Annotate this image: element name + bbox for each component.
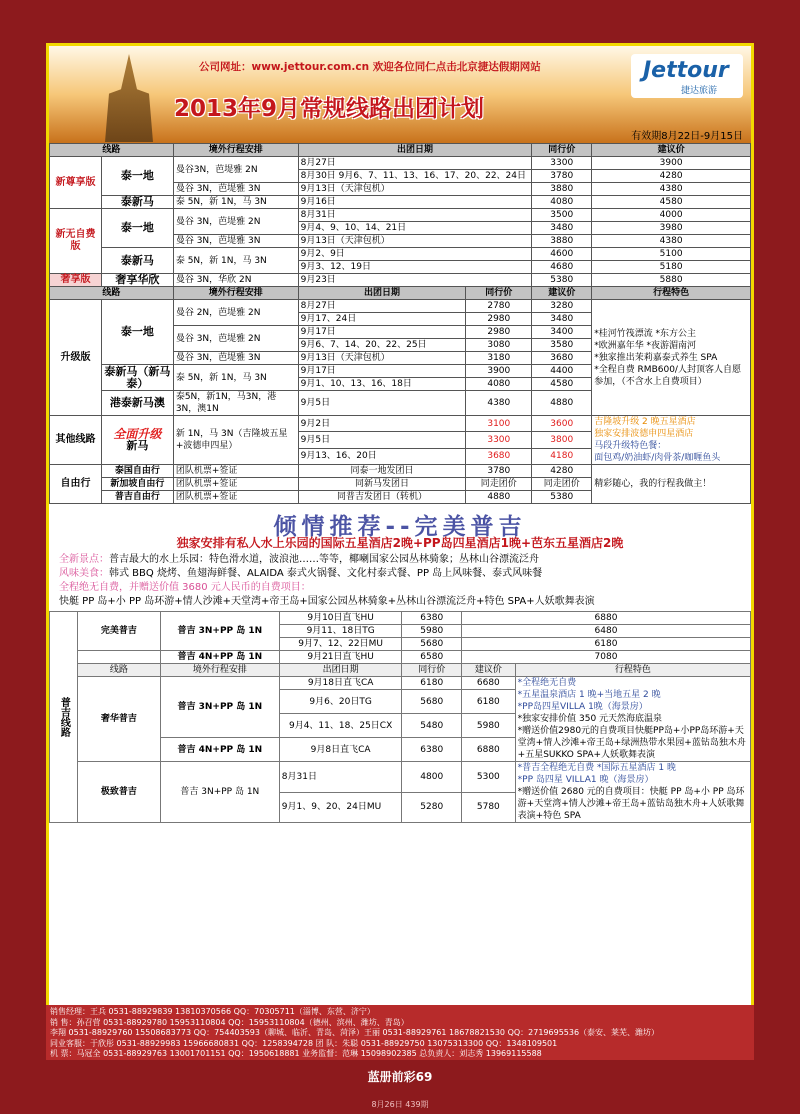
table-header-row-2 — [50, 287, 751, 300]
peer-price: 2980 — [466, 326, 532, 339]
plan-cell: 泰 5N，新 1N，马 3N — [173, 365, 298, 391]
header-date: 出团日期 — [298, 144, 532, 157]
phuket-info — [49, 551, 751, 611]
plan-cell: 团队机票+签证 — [173, 491, 298, 504]
plan-cell: 曼谷 3N，芭堤雅 2N — [173, 209, 298, 235]
route-name: 港泰新马澳 — [101, 391, 173, 416]
peer-price: 5280 — [402, 792, 462, 823]
peer-price: 5680 — [402, 638, 462, 651]
peer-price: 5480 — [402, 714, 462, 738]
thailand-routes-table — [49, 143, 751, 504]
date-cell: 9月17日 — [298, 326, 466, 339]
header-plan: 境外行程安排 — [173, 287, 298, 300]
date-cell: 8月31日 — [298, 209, 532, 222]
suggested-price: 3900 — [592, 157, 751, 170]
date-cell: 9月11、18日TG — [279, 625, 402, 638]
route-name: 泰新马 — [101, 196, 173, 209]
peer-price: 3780 — [466, 465, 532, 478]
feature-line: *独家推出茉莉嘉泰式养生 SPA — [594, 352, 718, 363]
category-label: 升级版 — [50, 300, 102, 416]
route-name-cell — [101, 416, 173, 465]
issue-date: 8月26日 439期 — [371, 1100, 429, 1109]
route-name: 新加坡自由行 — [101, 478, 173, 491]
date-cell: 9月1、10、13、16、18日 — [298, 378, 466, 391]
date-cell: 8月27日 — [298, 157, 532, 170]
suggested-price: 4280 — [592, 170, 751, 183]
suggested-price: 3980 — [592, 222, 751, 235]
plan-cell: 曼谷 3N，芭堤雅 3N — [173, 183, 298, 196]
peer-price: 4080 — [466, 378, 532, 391]
suggested-price: 5880 — [592, 274, 751, 287]
upgrade-stamp: 全面升级 — [113, 427, 162, 441]
plan-cell: 泰 5N，新 1N，马 3N — [173, 196, 298, 209]
feature-line: *PP 岛四星 VILLA1 晚（海景房） — [517, 775, 654, 785]
sales-line: 销售经理：王兵 0531-88929839 13810370566 QQ：70305711（淄博、东营、济宁） — [50, 1007, 375, 1016]
date-cell: 9月3、12、19日 — [298, 261, 532, 274]
plan-cell: 新 1N，马 3N（吉隆坡五星+波德申四星） — [173, 416, 298, 465]
date-cell: 9月6、7、14、20、22、25日 — [298, 339, 466, 352]
date-cell: 9月4、11、18、25日CX — [279, 714, 402, 738]
plan-cell: 泰5N，新1N，马3N，港3N，澳1N — [173, 391, 298, 416]
suggested-price: 4880 — [532, 391, 592, 416]
peer-price: 5980 — [402, 625, 462, 638]
date-cell: 9月5日 — [298, 391, 466, 416]
peer-price: 6380 — [402, 612, 462, 625]
table-row — [50, 300, 751, 313]
suggested-price: 5100 — [592, 248, 751, 261]
date-cell: 9月13日（天津包机） — [298, 235, 532, 248]
page-title: 2013年9月常规线路出团计划 — [173, 96, 485, 122]
peer-price: 3300 — [466, 432, 532, 448]
date-cell: 同新马发团日 — [298, 478, 466, 491]
date-cell: 9月18日直飞CA — [279, 677, 402, 690]
sales-line: 同业客服：于欣彤 0531-88929983 15966680831 QQ：1258394728 团 队：朱聪 0531-88929750 13075313300 QQ：1348109501 — [50, 1038, 558, 1048]
suggested-price: 4280 — [532, 465, 592, 478]
route-name: 泰一地 — [101, 209, 173, 248]
feature-line: *赠送价值 2680 元的自费项目：快艇 PP 岛+小 PP 岛环游+天堂湾+情人沙滩+帝王岛+蓝钻岛独木舟+人妖歌舞表演+特色 SPA — [517, 787, 745, 821]
header-plan: 境外行程安排 — [173, 144, 298, 157]
suggested-price: 4380 — [592, 183, 751, 196]
suggested-price: 3480 — [532, 313, 592, 326]
date-cell: 9月13、16、20日 — [298, 448, 466, 464]
suggested-price: 3800 — [532, 432, 592, 448]
suggested-price: 6180 — [462, 690, 516, 714]
logo-text-en: Jettour — [643, 58, 729, 83]
plan-cell: 曼谷 3N，芭堤雅 3N — [173, 235, 298, 248]
date-cell: 8月30日 9月6、7、11、13、16、17、20、22、24日 — [298, 170, 532, 183]
table-row — [50, 416, 751, 432]
date-cell: 9月17、24日 — [298, 313, 466, 326]
route-name: 奢享华欣 — [101, 274, 173, 287]
info-text: 普吉最大的水上乐园：特色滑水道，波浪池……等等，椰喇国家公园丛林骑象；丛林山谷漂流泛舟 — [109, 554, 539, 565]
peer-price: 2980 — [466, 313, 532, 326]
date-cell: 9月6、20日TG — [279, 690, 402, 714]
route-name: 泰一地 — [101, 300, 173, 365]
info-line-spots — [59, 553, 741, 567]
jettour-logo — [631, 54, 743, 98]
suggested-price: 6680 — [462, 677, 516, 690]
route-name: 泰一地 — [101, 157, 173, 196]
plan-cell: 泰 5N，新 1N，马 3N — [173, 248, 298, 274]
date-cell: 8月27日 — [298, 300, 466, 313]
suggested-price: 6880 — [462, 612, 751, 625]
company-url-line[interactable]: 公司网址：www.jettour.com.cn 欢迎各位同仁点击北京捷达假期网站 — [199, 61, 541, 73]
features-free: 精彩随心，我的行程我做主！ — [592, 465, 751, 504]
plan-cell: 曼谷 3N，芭堤雅 3N — [173, 352, 298, 365]
route-name-blank — [77, 651, 160, 664]
suggested-price: 6880 — [462, 738, 516, 762]
date-cell: 9月4、9、10、14、21日 — [298, 222, 532, 235]
header-suggested-price: 建议价 — [462, 664, 516, 677]
peer-price: 4080 — [532, 196, 592, 209]
plan-cell: 普吉 3N+PP 岛 1N — [160, 677, 279, 738]
suggested-price: 5380 — [532, 491, 592, 504]
peer-price: 4800 — [402, 762, 462, 793]
feature-line: *欧洲嘉年华 *夜游湄南河 — [594, 340, 697, 351]
plan-cell: 普吉 3N+PP 岛 1N — [160, 762, 279, 823]
date-cell: 9月2、9日 — [298, 248, 532, 261]
info-label: 风味美食： — [59, 568, 109, 579]
header-route: 线路 — [50, 287, 174, 300]
plan-cell: 团队机票+签证 — [173, 465, 298, 478]
peer-price: 3500 — [532, 209, 592, 222]
phuket-side-label: 普吉线路 — [50, 612, 78, 823]
peer-price: 6180 — [402, 677, 462, 690]
route-name: 极致普吉 — [77, 762, 160, 823]
route-name: 普吉自由行 — [101, 491, 173, 504]
header-features: 行程特色 — [592, 287, 751, 300]
phuket-routes-table — [49, 611, 751, 823]
table-row — [50, 209, 751, 222]
table-row — [50, 465, 751, 478]
page-footer — [0, 1068, 800, 1110]
date-cell: 9月17日 — [298, 365, 466, 378]
table-row — [50, 157, 751, 170]
header-suggested-price: 建议价 — [532, 287, 592, 300]
peer-price: 3880 — [532, 235, 592, 248]
plan-cell: 曼谷 2N，芭堤雅 2N — [173, 300, 298, 326]
header-features: 行程特色 — [515, 664, 750, 677]
header-route: 线路 — [50, 144, 174, 157]
suggested-price: 4580 — [592, 196, 751, 209]
table-row — [50, 248, 751, 261]
peer-price: 4880 — [466, 491, 532, 504]
suggested-price: 5180 — [592, 261, 751, 274]
suggested-price: 5780 — [462, 792, 516, 823]
sales-line: 机 票：马冠全 0531-88929763 13001701151 QQ：1950618881 业务监督：范琳 15098902385 总负责人：刘志秀 13969115588 — [50, 1049, 542, 1058]
peer-price: 2780 — [466, 300, 532, 313]
date-cell: 9月16日 — [298, 196, 532, 209]
phuket-header-row — [50, 664, 751, 677]
feature-line: *桂河竹筏漂流 *东方公主 — [594, 328, 697, 339]
peer-price: 3880 — [532, 183, 592, 196]
peer-price: 6580 — [402, 651, 462, 664]
peer-price: 4380 — [466, 391, 532, 416]
peer-price: 3180 — [466, 352, 532, 365]
date-cell: 9月2日 — [298, 416, 466, 432]
peer-price: 3900 — [466, 365, 532, 378]
header-peer-price: 同行价 — [532, 144, 592, 157]
peer-price: 5380 — [532, 274, 592, 287]
features-upgrade — [592, 300, 751, 416]
route-name: 奢华普吉 — [77, 677, 160, 762]
table-header-row — [50, 144, 751, 157]
date-cell: 同普吉发团日（转机） — [298, 491, 466, 504]
suggested-price: 6180 — [462, 638, 751, 651]
phuket-banner: 倾情推荐--完美普吉 — [273, 514, 527, 540]
info-line-food — [59, 567, 741, 581]
features-luxury — [515, 677, 750, 762]
feature-line: *全程自费 RMB600/人封顶客人自愿参加，（不含水上自费项目） — [594, 364, 741, 387]
plan-cell: 曼谷3N，芭堤雅 2N — [173, 157, 298, 183]
route-name: 新马 — [126, 439, 149, 452]
category-label: 新尊享版 — [50, 157, 102, 209]
peer-price: 4680 — [532, 261, 592, 274]
peer-price: 3300 — [532, 157, 592, 170]
header-peer-price: 同行价 — [402, 664, 462, 677]
peer-price: 5680 — [402, 690, 462, 714]
peer-price: 4600 — [532, 248, 592, 261]
route-name: 完美普吉 — [77, 612, 160, 651]
header-date: 出团日期 — [298, 287, 466, 300]
plan-cell: 普吉 4N+PP 岛 1N — [160, 738, 279, 762]
suggested-price: 4380 — [592, 235, 751, 248]
date-cell: 同泰一地发团日 — [298, 465, 466, 478]
feature-line: 吉隆坡升级 2 晚五星酒店 — [594, 417, 696, 427]
suggested-price: 4580 — [532, 378, 592, 391]
feature-line: *赠送价值2980元的自费项目快艇PP岛+小PP岛环游+天堂湾+情人沙滩+帝王岛+绿洲热带水果园+蓝钻岛独木舟+五星SUKKO SPA+人妖歌舞表演 — [517, 726, 746, 760]
feature-line: *普吉全程绝无自费 *国际五星酒店 1 晚 — [517, 763, 676, 773]
feature-line: *五星温泉酒店 1 晚+当地五星 2 晚 — [517, 690, 661, 700]
category-label: 奢享版 — [50, 274, 102, 287]
info-text: 韩式 BBQ 烧烤、鱼翅海鲜餐、ALAIDA 泰式火锅餐、文化村泰式餐、PP 岛上风味餐、泰式风味餐 — [109, 568, 543, 579]
header-route: 线路 — [77, 664, 160, 677]
table-row — [50, 274, 751, 287]
date-cell: 9月8日直飞CA — [279, 738, 402, 762]
date-cell: 8月31日 — [279, 762, 402, 793]
peer-price: 3100 — [466, 416, 532, 432]
feature-line: 马段升级特色餐： — [594, 441, 667, 451]
category-label: 其他线路 — [50, 416, 102, 465]
features-other — [592, 416, 751, 465]
table-row — [50, 612, 751, 625]
plan-cell: 团队机票+签证 — [173, 478, 298, 491]
page-label: 蓝册前彩69 — [367, 1070, 433, 1084]
validity-period: 有效期8月22日-9月15日 — [631, 131, 743, 142]
table-row — [50, 196, 751, 209]
suggested-price: 同走团价 — [532, 478, 592, 491]
suggested-price: 4400 — [532, 365, 592, 378]
table-row — [50, 651, 751, 664]
plan-cell: 普吉 3N+PP 岛 1N — [160, 612, 279, 651]
sales-line: 销 售：孙召营 0531-88929780 15953110804 QQ：15953110804（德州、滨州、潍坊、青岛） — [50, 1017, 409, 1027]
category-label: 自由行 — [50, 465, 102, 504]
date-cell: 9月1、9、20、24日MU — [279, 792, 402, 823]
feature-line: 面包鸡/奶油虾/肉骨茶/咖喱鱼头 — [594, 453, 721, 463]
suggested-price: 7080 — [462, 651, 751, 664]
date-cell: 9月13日（天津包机） — [298, 352, 466, 365]
date-cell: 9月13日（天津包机） — [298, 183, 532, 196]
peer-price: 3080 — [466, 339, 532, 352]
phuket-subtitle: 独家安排有私人水上乐园的国际五星酒店2晚+PP岛四星酒店1晚+芭东五星酒店2晚 — [176, 536, 624, 550]
info-label: 全新景点： — [59, 554, 109, 565]
header-suggested-price: 建议价 — [592, 144, 751, 157]
suggested-price: 3600 — [532, 416, 592, 432]
info-line-gift: 全程绝无自费，并赠送价值 3680 元人民币的自费项目： — [59, 582, 311, 593]
suggested-price: 3280 — [532, 300, 592, 313]
peer-price: 3780 — [532, 170, 592, 183]
peer-price: 同走团价 — [466, 478, 532, 491]
suggested-price: 5300 — [462, 762, 516, 793]
feature-line: *全程绝无自费 — [517, 678, 577, 688]
logo-text-cn: 捷达旅游 — [681, 86, 718, 96]
route-name: 泰新马 — [101, 248, 173, 274]
features-ultimate — [515, 762, 750, 823]
suggested-price: 3400 — [532, 326, 592, 339]
header-date: 出团日期 — [279, 664, 402, 677]
header-banner — [49, 46, 751, 143]
plan-cell: 曼谷 3N，华欣 2N — [173, 274, 298, 287]
header-plan: 境外行程安排 — [160, 664, 279, 677]
suggested-price: 5980 — [462, 714, 516, 738]
date-cell: 9月21日直飞HU — [279, 651, 402, 664]
plan-cell: 曼谷 3N，芭堤雅 2N — [173, 326, 298, 352]
suggested-price: 4000 — [592, 209, 751, 222]
peer-price: 6380 — [402, 738, 462, 762]
category-label: 新无自费版 — [50, 209, 102, 274]
date-cell: 9月7、12、22日MU — [279, 638, 402, 651]
feature-line: 独家安排波德申四星酒店 — [594, 429, 694, 439]
date-cell: 9月23日 — [298, 274, 532, 287]
suggested-price: 3580 — [532, 339, 592, 352]
feature-line: *PP岛四星VILLA 1晚（海景房） — [517, 702, 648, 712]
info-line-items: 快艇 PP 岛+小 PP 岛环游+情人沙滩+天堂湾+帝王岛+国家公园丛林骑象+丛林山谷漂流泛舟+特色 SPA+人妖歌舞表演 — [59, 596, 595, 607]
table-row — [50, 762, 751, 793]
sales-contacts — [46, 1005, 754, 1060]
sales-line: 李翔 0531-88929760 15508683773 QQ：754403593（聊城、临沂、青岛、菏泽）王丽 0531-88929761 18678821530 QQ：2719695536（泰安、莱芜、潍坊） — [50, 1028, 660, 1037]
flyer-page — [46, 43, 754, 1059]
peer-price: 3680 — [466, 448, 532, 464]
suggested-price: 6480 — [462, 625, 751, 638]
peer-price: 3480 — [532, 222, 592, 235]
suggested-price: 4180 — [532, 448, 592, 464]
suggested-price: 3680 — [532, 352, 592, 365]
date-cell: 9月10日直飞HU — [279, 612, 402, 625]
feature-line: *独家安排价值 350 元天然海底温泉 — [517, 714, 663, 724]
route-name: 泰国自由行 — [101, 465, 173, 478]
header-peer-price: 同行价 — [466, 287, 532, 300]
plan-cell: 普吉 4N+PP 岛 1N — [160, 651, 279, 664]
route-name: 泰新马（新马泰） — [101, 365, 173, 391]
date-cell: 9月5日 — [298, 432, 466, 448]
